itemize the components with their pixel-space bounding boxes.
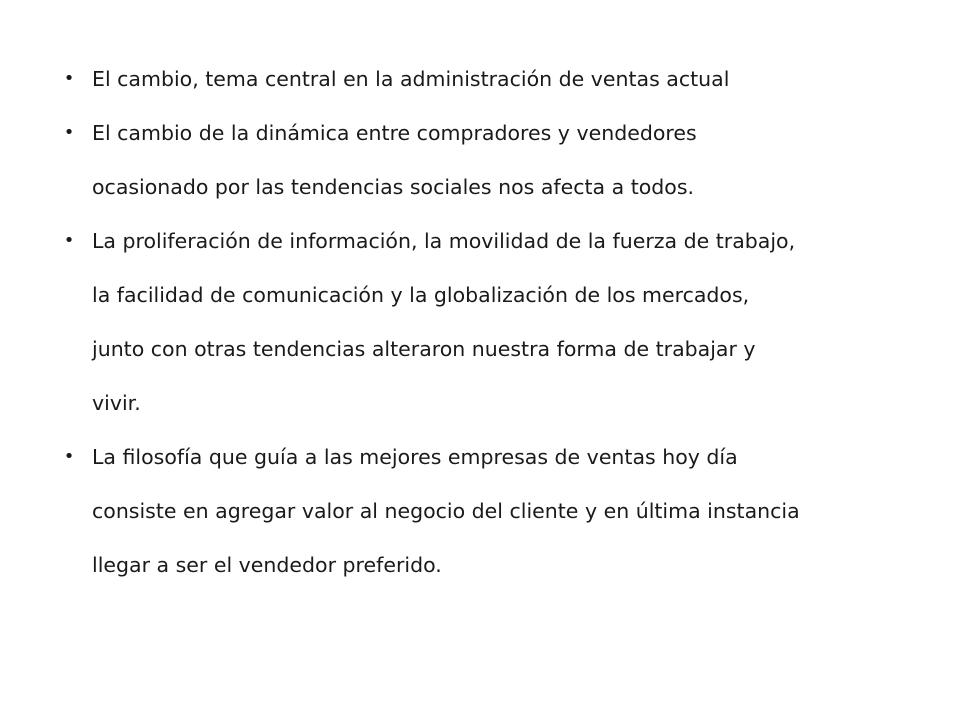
bullet-list — [62, 52, 922, 592]
text-line: ocasionado por las tendencias sociales nos afecta a todos. — [92, 175, 695, 199]
text-line: junto con otras tendencias alteraron nuestra forma de trabajar y — [92, 337, 756, 361]
text-line: vivir. — [92, 391, 141, 415]
text-line: consiste en agregar valor al negocio del cliente y en última instancia — [92, 499, 800, 523]
bullet-item-4 — [62, 430, 922, 592]
bullet-text-4 — [92, 430, 922, 592]
bullet-item-2 — [62, 106, 922, 214]
text-line: El cambio, tema central en la administración de ventas actual — [92, 67, 730, 91]
bullet-text-1 — [92, 52, 922, 106]
bullet-icon: • — [63, 446, 75, 467]
bullet-icon: • — [63, 68, 75, 89]
bullet-icon: • — [63, 122, 75, 143]
bullet-item-3 — [62, 214, 922, 430]
text-line: La filosofía que guía a las mejores empresas de ventas hoy día — [92, 445, 738, 469]
bullet-text-2 — [92, 106, 922, 214]
bullet-icon: • — [63, 230, 75, 251]
text-line: llegar a ser el vendedor preferido. — [92, 553, 442, 577]
bullet-item-1 — [62, 52, 922, 106]
bullet-text-3 — [92, 214, 922, 430]
text-line: la facilidad de comunicación y la globalización de los mercados, — [92, 283, 750, 307]
text-line: El cambio de la dinámica entre compradores y vendedores — [92, 121, 697, 145]
text-line: La proliferación de información, la movilidad de la fuerza de trabajo, — [92, 229, 796, 253]
